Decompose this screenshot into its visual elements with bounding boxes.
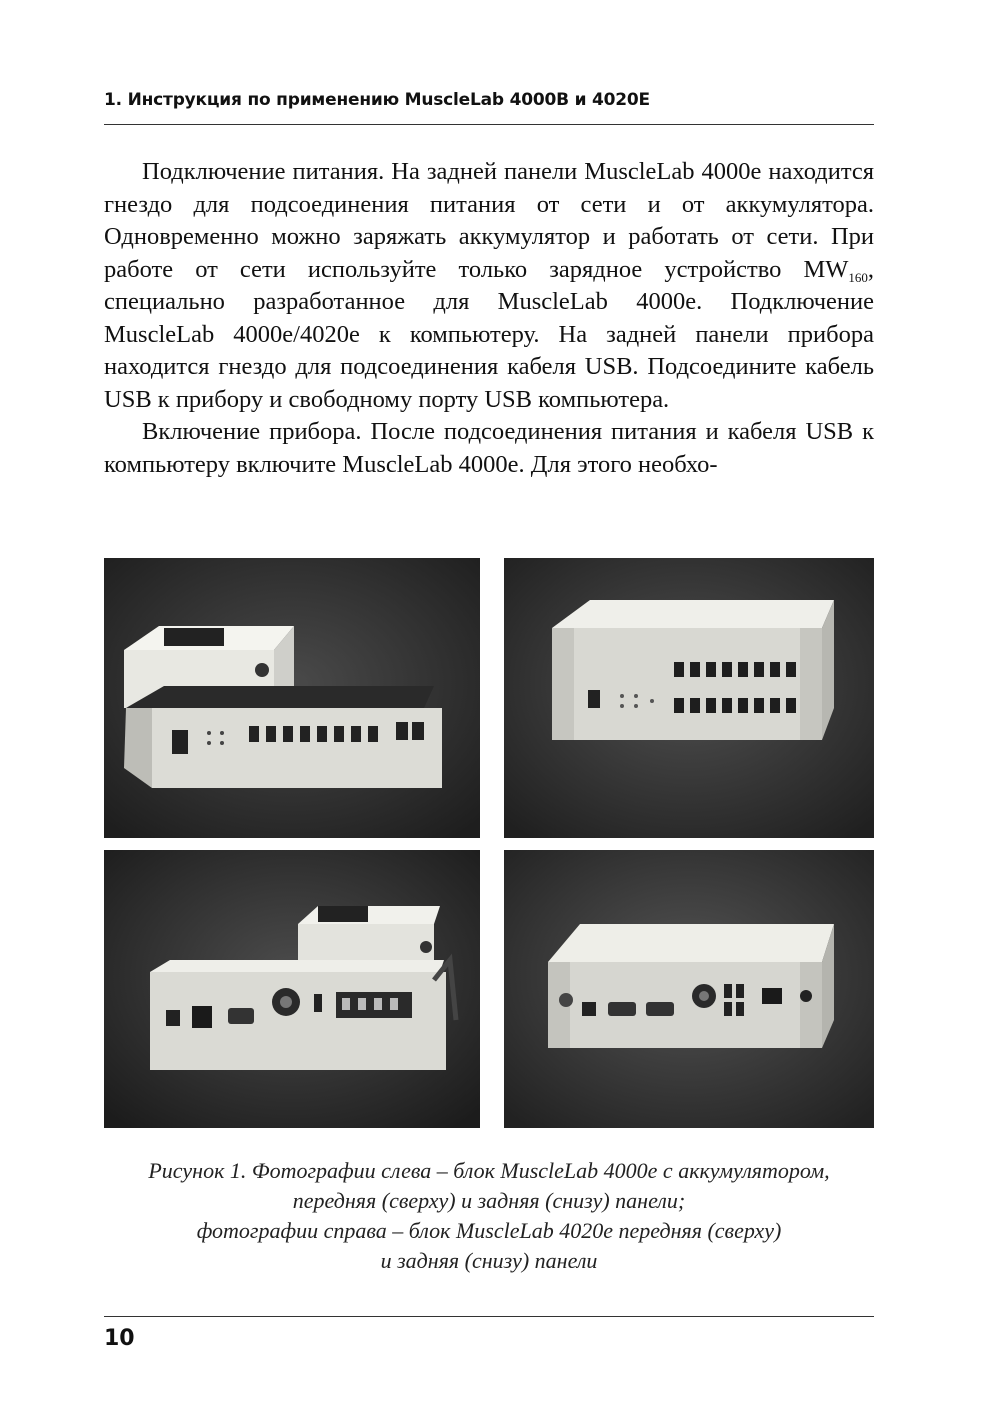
header-rule xyxy=(104,124,874,125)
photo-4020e-rear xyxy=(504,850,874,1128)
footer-rule xyxy=(104,1316,874,1317)
photo-4020e-front xyxy=(504,558,874,838)
page-number: 10 xyxy=(104,1326,135,1351)
paragraph-2: Включение прибора. После подсоединения питания и кабеля USB к компьютеру включите MuscleLab 4000e. Для этого необхо- xyxy=(104,418,874,478)
photo-4000e-rear xyxy=(104,850,480,1128)
paragraph-1-part-2: , специально разработанное для MuscleLab 4000e. Подключение MuscleLab 4000e/4020e к компьютеру. На задней панели прибора находится гнездо для подсоединения кабеля USB. Подсоедините кабель USB к прибору и свободному порту USB компьютера. xyxy=(104,255,874,413)
running-head: 1. Инструкция по применению MuscleLab 4000B и 4020E xyxy=(104,90,650,110)
caption-line-2: передняя (сверху) и задняя (снизу) панели; xyxy=(292,1188,686,1213)
subscript-160: 160 xyxy=(848,269,868,285)
body-text xyxy=(104,156,874,481)
paragraph-1-part-1: Подключение питания. На задней панели MuscleLab 4000e находится гнездо для подсоединения питания от сети и от аккумулятора. Одновременно можно заряжать аккумулятор и работать от сети. При работе от сети используйте только зарядное устройство MW xyxy=(104,158,874,283)
paragraph-1 xyxy=(104,156,874,416)
caption-line-3: фотографии справа – блок MuscleLab 4020e передняя (сверху) xyxy=(196,1218,782,1243)
figure-caption xyxy=(104,1156,874,1276)
caption-line-1: Рисунок 1. Фотографии слева – блок MuscleLab 4000e с аккумулятором, xyxy=(148,1158,830,1183)
photo-4000e-front xyxy=(104,558,480,838)
caption-line-4: и задняя (снизу) панели xyxy=(380,1248,598,1273)
